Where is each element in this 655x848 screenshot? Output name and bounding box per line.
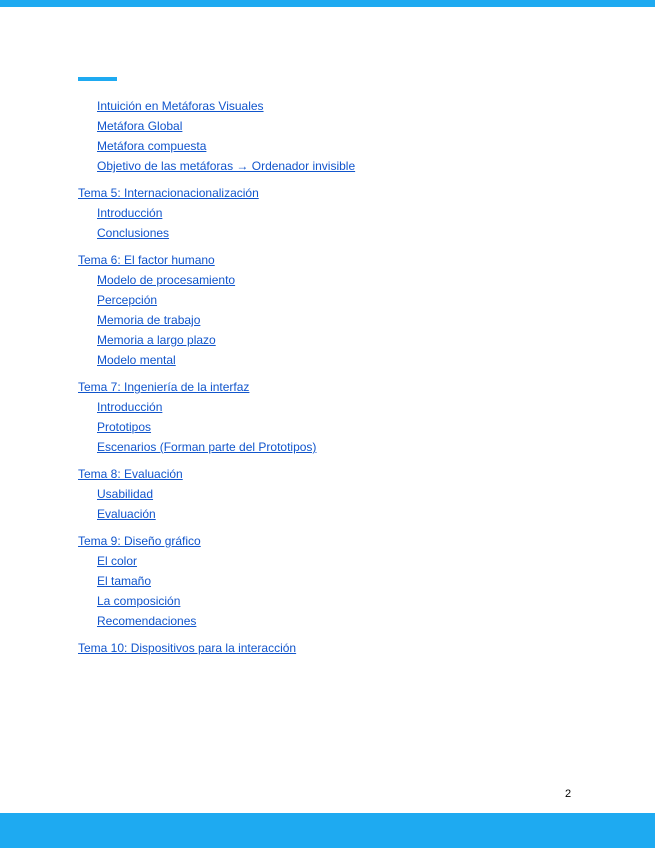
toc-link[interactable]: Escenarios (Forman parte del Prototipos) bbox=[97, 440, 317, 454]
toc-link[interactable]: Usabilidad bbox=[97, 487, 154, 501]
toc-section-link[interactable]: Tema 7: Ingeniería de la interfaz bbox=[78, 380, 250, 394]
toc-section-link[interactable]: Tema 10: Dispositivos para la interacción bbox=[78, 641, 297, 655]
toc-link[interactable]: Introducción bbox=[97, 400, 163, 414]
bottom-accent-bar bbox=[0, 813, 655, 848]
toc-link[interactable]: Introducción bbox=[97, 206, 163, 220]
toc-link[interactable]: Percepción bbox=[97, 293, 158, 307]
toc-link[interactable]: Metáfora Global bbox=[97, 119, 183, 133]
toc-link[interactable]: Memoria a largo plazo bbox=[97, 333, 216, 347]
toc-section-link[interactable]: Tema 6: El factor humano bbox=[78, 253, 215, 267]
toc-link[interactable]: Conclusiones bbox=[97, 226, 170, 240]
table-of-contents bbox=[0, 96, 655, 658]
toc-link[interactable]: El tamaño bbox=[97, 574, 152, 588]
toc-group-intro bbox=[0, 96, 655, 176]
toc-link[interactable]: Modelo mental bbox=[97, 353, 176, 367]
toc-link[interactable]: Prototipos bbox=[97, 420, 152, 434]
toc-section-link[interactable]: Tema 8: Evaluación bbox=[78, 467, 183, 481]
toc-link[interactable]: Intuición en Metáforas Visuales bbox=[97, 99, 264, 113]
toc-group-tema-9 bbox=[0, 531, 655, 631]
toc-section-link[interactable]: Tema 9: Diseño gráfico bbox=[78, 534, 201, 548]
toc-link[interactable]: La composición bbox=[97, 594, 181, 608]
toc-link[interactable]: Metáfora compuesta bbox=[97, 139, 207, 153]
toc-group-tema-5 bbox=[0, 183, 655, 243]
top-accent-bar bbox=[0, 0, 655, 7]
toc-link[interactable]: Evaluación bbox=[97, 507, 156, 521]
accent-dash bbox=[78, 77, 117, 81]
page-number: 2 bbox=[565, 788, 572, 800]
toc-link[interactable]: Recomendaciones bbox=[97, 614, 197, 628]
toc-group-tema-8 bbox=[0, 464, 655, 524]
toc-link[interactable]: El color bbox=[97, 554, 138, 568]
toc-group-tema-7 bbox=[0, 377, 655, 457]
toc-group-tema-10 bbox=[0, 638, 655, 658]
toc-link[interactable]: Memoria de trabajo bbox=[97, 313, 201, 327]
toc-section-link[interactable]: Tema 5: Internacionacionalización bbox=[78, 186, 259, 200]
toc-link[interactable]: Modelo de procesamiento bbox=[97, 273, 236, 287]
toc-group-tema-6 bbox=[0, 250, 655, 370]
toc-link[interactable]: Objetivo de las metáforas → Ordenador invisible bbox=[97, 159, 356, 173]
